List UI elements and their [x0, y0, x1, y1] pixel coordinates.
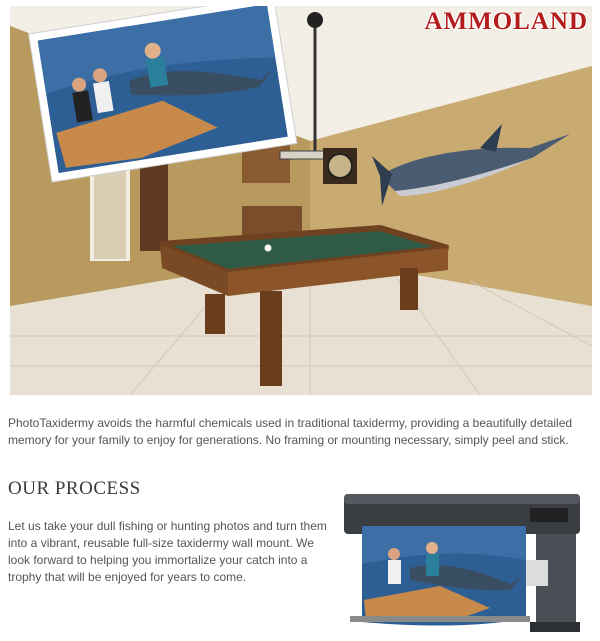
intro-paragraph: PhotoTaxidermy avoids the harmful chemicals used in traditional taxidermy, providing a beautifully detailed memory for your family to enjoy for generations. No framing or mounting necessary, simply peel and stick. [8, 416, 573, 447]
hero-room-image [10, 6, 592, 395]
ammoland-watermark: AMMOLAND [424, 8, 588, 35]
printer-image [340, 490, 584, 636]
wide-format-printer [340, 490, 584, 636]
our-process-heading: OUR PROCESS [8, 478, 141, 499]
room-scene [10, 6, 592, 395]
process-paragraph: Let us take your dull fishing or hunting photos and turn them into a vibrant, reusable full-size taxidermy wall mount. We look forward to helping you immortalize your catch into a trophy that will be enjoyed for years to come. [8, 519, 327, 584]
